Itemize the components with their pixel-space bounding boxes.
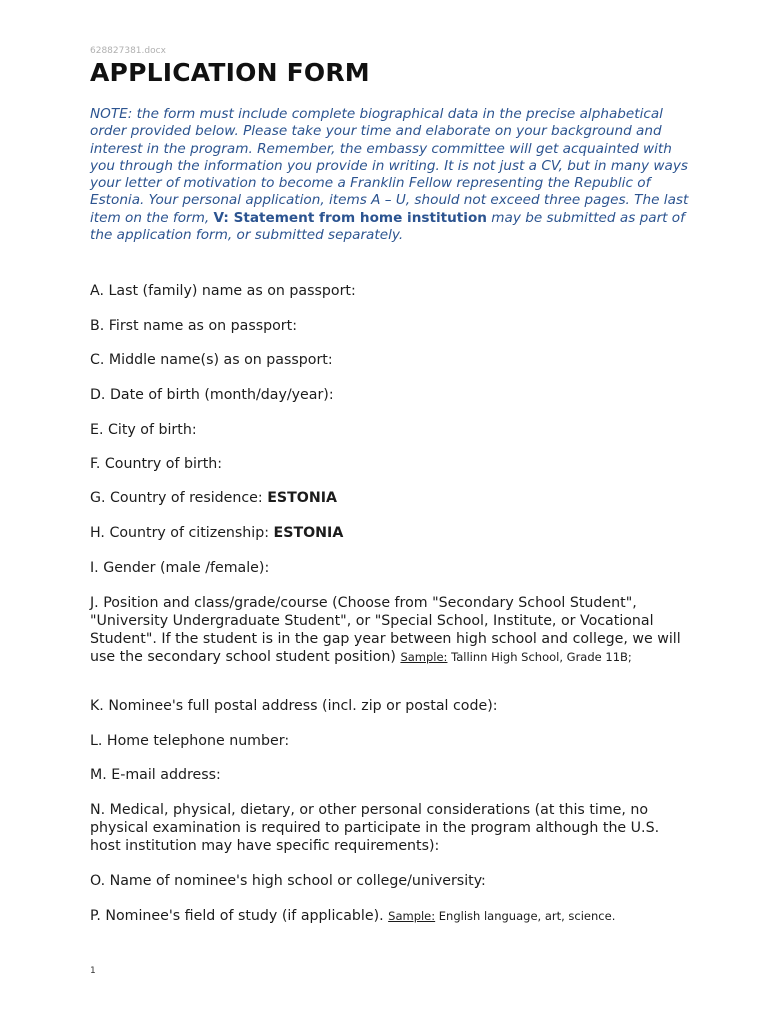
item-value: ESTONIA <box>273 525 344 541</box>
item-date-of-birth: D. Date of birth (month/day/year): <box>90 387 334 403</box>
item-position <box>90 594 690 666</box>
item-school-name: O. Name of nominee's high school or college/university: <box>90 873 486 889</box>
page-number: 1 <box>90 966 96 976</box>
item-home-telephone: L. Home telephone number: <box>90 733 290 749</box>
item-medical-considerations: N. Medical, physical, dietary, or other personal considerations (at this time, no physical examination is required to participate in the program although the U.S. host institution may have specific requirements): <box>90 802 660 854</box>
item-email: M. E-mail address: <box>90 767 221 783</box>
item-middle-name: C. Middle name(s) as on passport: <box>90 352 333 368</box>
item-label: G. Country of residence: <box>90 490 268 506</box>
item-label: H. Country of citizenship: <box>90 525 274 541</box>
sample-label: Sample: <box>400 650 448 664</box>
sample-text: Tallinn High School, Grade 11B; <box>447 650 632 664</box>
item-label: P. Nominee's field of study (if applicable). <box>90 908 389 924</box>
item-country-of-residence <box>90 489 690 507</box>
note-bold-text: V: Statement from home institution <box>213 209 487 226</box>
page-title: APPLICATION FORM <box>90 58 370 87</box>
item-last-name: A. Last (family) name as on passport: <box>90 283 356 299</box>
item-first-name: B. First name as on passport: <box>90 318 297 334</box>
item-postal-address: K. Nominee's full postal address (incl. zip or postal code): <box>90 698 498 714</box>
note-text: NOTE: the form must include complete biographical data in the precise alphabetical order provided below. Please take your time and elaborate on your background and interest in the program. Remember, the embassy committee will get acquainted with you through the information you provide in writing. It is not just a CV, but in many ways your letter of motivation to become a Franklin Fellow representing the Republic of Estonia. Your personal application, items A – U, should not exceed three pages. The last item on the form, <box>90 106 689 226</box>
item-label: J. Position and class/grade/course (Choose from "Secondary School Student", "University Undergraduate Student", or "Special School, Institute, or Vocational Student". If the student is in the gap year between high school and college, we will use the secondary school student position) <box>90 595 681 665</box>
note-paragraph <box>90 106 690 244</box>
item-city-of-birth: E. City of birth: <box>90 422 197 438</box>
item-gender: I. Gender (male /female): <box>90 560 270 576</box>
item-value: ESTONIA <box>267 490 337 506</box>
document-filename: 628827381.docx <box>90 46 166 56</box>
sample-label: Sample: <box>388 909 436 923</box>
note-tail-text: may be submitted as part of the application form, or submitted separately. <box>90 209 685 244</box>
item-field-of-study <box>90 907 690 925</box>
item-country-of-citizenship <box>90 524 690 542</box>
sample-text: English language, art, science. <box>435 909 616 923</box>
item-country-of-birth: F. Country of birth: <box>90 456 223 472</box>
